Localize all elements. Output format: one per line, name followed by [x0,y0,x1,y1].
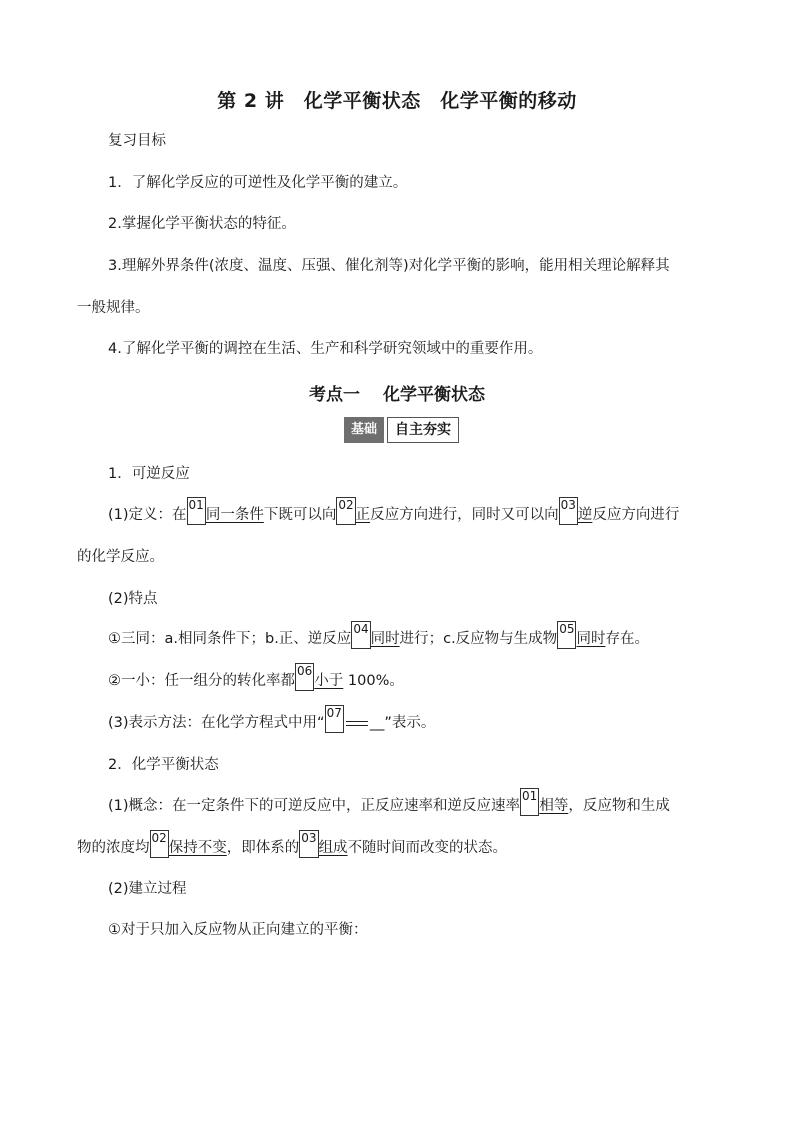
feature-one-small [108,664,404,691]
equilibrium-concept [108,789,670,816]
blank-box-eq-03: 03 [299,830,318,858]
blank-box-03: 03 [559,497,578,525]
reversible-heading: 1．可逆反应 [108,466,190,482]
review-goal-1: 1．了解化学反应的可逆性及化学平衡的建立。 [108,175,408,191]
process-heading: (2)建立过程 [108,881,187,897]
answer-05: 同时 [576,631,606,647]
review-heading: 复习目标 [108,133,166,149]
equilibrium-concept-cont [77,831,508,858]
process-item-1: ①对于只加入反应物从正向建立的平衡： [108,922,368,938]
text-segment: ，反应物和生成 [568,798,670,814]
text-segment: 反应方向进行 [592,507,680,523]
section-badge [344,417,459,443]
text-segment: (1)定义：在 [108,507,187,523]
representation-method [108,706,436,733]
lecture-title: 第 2 讲 化学平衡状态 化学平衡的移动 [217,90,577,112]
answer-02: 正 [355,507,371,523]
blank-box-04: 04 [351,621,370,649]
equilibrium-heading: 2．化学平衡状态 [108,757,219,773]
review-goal-4: 4.了解化学平衡的调控在生活、生产和科学研究领域中的重要作用。 [108,341,543,357]
answer-06: 小于 [314,673,344,689]
text-segment: 100%。 [343,673,404,689]
review-goal-3-cont: 一般规律。 [77,300,150,316]
section-title: 考点一 化学平衡状态 [309,385,485,405]
answer-01: 同一条件 [205,507,264,523]
badge-basic: 基础 [344,417,384,443]
answer-eq-03: 组成 [318,840,348,856]
text-segment: 物的浓度均 [77,840,150,856]
text-segment: ①三同：a.相同条件下；b.正、逆反应 [108,631,352,647]
feature-three-same [108,622,649,649]
text-segment: 反应方向进行，同时又可以向 [370,507,559,523]
blank-box-05: 05 [557,621,576,649]
text-segment: __”表示。 [369,715,436,731]
reversible-definition [108,498,680,525]
reversible-arrow-icon [346,718,368,728]
review-goal-2: 2.掌握化学平衡状态的特征。 [108,216,296,232]
review-goal-3: 3.理解外界条件(浓度、温度、压强、催化剂等)对化学平衡的影响，能用相关理论解释其 [108,258,670,274]
blank-box-02: 02 [336,497,355,525]
text-segment: ②一小：任一组分的转化率都 [108,673,295,689]
text-segment: ，即体系的 [226,840,300,856]
answer-03: 逆 [577,507,593,523]
answer-04: 同时 [370,631,400,647]
feature-heading: (2)特点 [108,591,158,607]
text-segment: (3)表示方法：在化学方程式中用“ [108,715,325,731]
text-segment: 进行；c.反应物与生成物 [399,631,558,647]
blank-box-eq-02: 02 [150,830,169,858]
text-segment: 存在。 [605,631,649,647]
answer-eq-02: 保持不变 [168,840,227,856]
text-segment: (1)概念：在一定条件下的可逆反应中，正反应速率和逆反应速率 [108,798,521,814]
text-segment: 不随时间而改变的状态。 [347,840,508,856]
reversible-definition-cont: 的化学反应。 [77,549,164,565]
blank-box-07: 07 [325,705,344,733]
blank-box-06: 06 [295,663,314,691]
answer-eq-01: 相等 [539,798,569,814]
badge-self-study: 自主夯实 [387,417,459,443]
blank-box-01: 01 [187,497,206,525]
blank-box-eq-01: 01 [520,788,539,816]
text-segment: 下既可以向 [263,507,337,523]
